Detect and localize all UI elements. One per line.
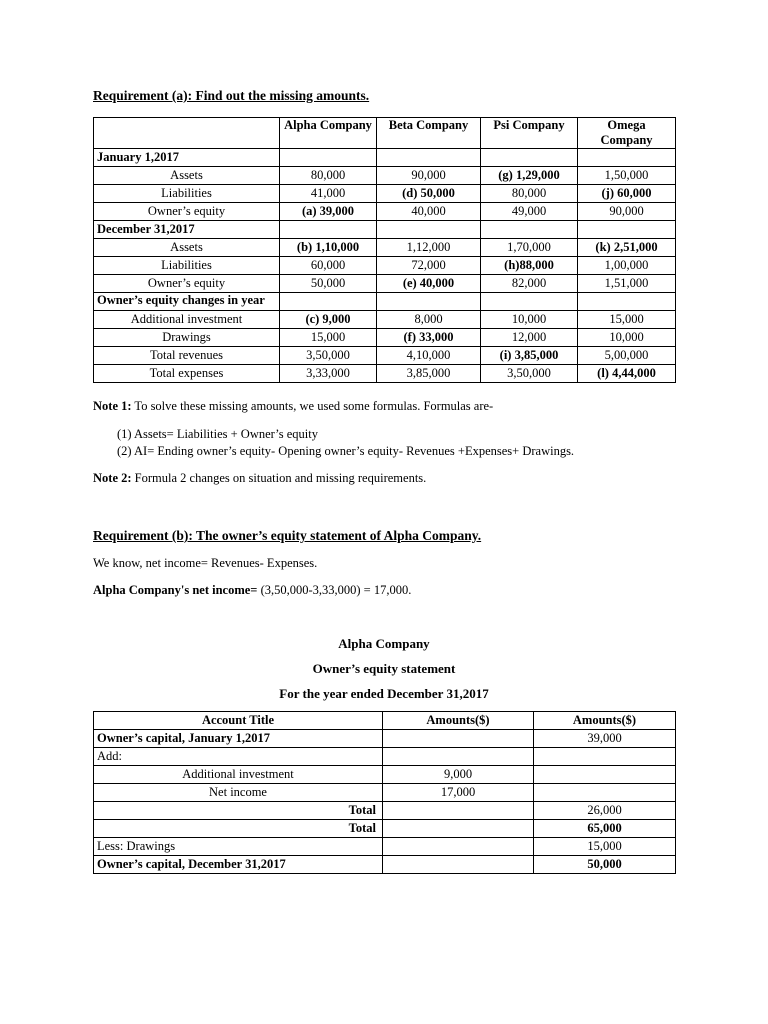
row-label: Owner’s equity	[94, 275, 280, 293]
table-row	[94, 257, 676, 275]
amount-2: 65,000	[534, 820, 676, 838]
table-row	[94, 275, 676, 293]
header-account-title: Account Title	[94, 712, 383, 730]
cell-psi: (h)88,000	[481, 257, 578, 275]
section-january: January 1,2017	[94, 149, 280, 167]
header-alpha: Alpha Company	[280, 118, 377, 149]
note-2-text: Formula 2 changes on situation and missing requirements.	[131, 471, 427, 485]
cell-alpha: 60,000	[280, 257, 377, 275]
owners-equity-statement-table	[93, 711, 676, 874]
table-row	[94, 239, 676, 257]
table-row	[94, 730, 676, 748]
note-1-label: Note 1:	[93, 399, 132, 413]
cell-omega: 5,00,000	[578, 347, 676, 365]
cell-omega: 1,00,000	[578, 257, 676, 275]
amount-1	[383, 856, 534, 874]
table-header-row	[94, 712, 676, 730]
row-label: Total expenses	[94, 365, 280, 383]
amount-2	[534, 748, 676, 766]
section-changes: Owner’s equity changes in year	[94, 293, 280, 311]
cell-beta: (d) 50,000	[377, 185, 481, 203]
section-row	[94, 149, 676, 167]
cell-alpha: (b) 1,10,000	[280, 239, 377, 257]
note-1	[93, 399, 493, 414]
cell-psi: (i) 3,85,000	[481, 347, 578, 365]
amount-1	[383, 802, 534, 820]
account-title: Total	[94, 802, 383, 820]
statement-period: For the year ended December 31,2017	[279, 686, 489, 701]
row-label: Drawings	[94, 329, 280, 347]
account-title: Add:	[94, 748, 383, 766]
formula-item: (1) Assets= Liabilities + Owner’s equity	[117, 427, 318, 441]
account-title: Owner’s capital, January 1,2017	[94, 730, 383, 748]
amount-1	[383, 748, 534, 766]
cell-beta: 90,000	[377, 167, 481, 185]
cell-psi: 1,70,000	[481, 239, 578, 257]
account-title: Owner’s capital, December 31,2017	[94, 856, 383, 874]
net-income-value: (3,50,000-3,33,000) = 17,000.	[257, 583, 412, 597]
table-row	[94, 766, 676, 784]
formula-item: (2) AI= Ending owner’s equity- Opening owner’s equity- Revenues +Expenses+ Drawings.	[117, 444, 575, 458]
cell-beta: 40,000	[377, 203, 481, 221]
account-title: Less: Drawings	[94, 838, 383, 856]
cell-psi: 3,50,000	[481, 365, 578, 383]
cell-psi: 82,000	[481, 275, 578, 293]
table-row	[94, 748, 676, 766]
cell-alpha: 3,50,000	[280, 347, 377, 365]
cell-alpha: 41,000	[280, 185, 377, 203]
cell-psi: 12,000	[481, 329, 578, 347]
row-label: Liabilities	[94, 185, 280, 203]
account-title: Additional investment	[94, 766, 383, 784]
table-row	[94, 347, 676, 365]
cell-beta: 1,12,000	[377, 239, 481, 257]
row-label: Owner’s equity	[94, 203, 280, 221]
row-label: Assets	[94, 167, 280, 185]
table-row	[94, 784, 676, 802]
note-1-text: To solve these missing amounts, we used some formulas. Formulas are-	[131, 399, 494, 413]
header-amounts-1: Amounts($)	[383, 712, 534, 730]
table-header-row	[94, 118, 676, 149]
cell-psi: 49,000	[481, 203, 578, 221]
amount-1	[383, 838, 534, 856]
amount-2: 39,000	[534, 730, 676, 748]
requirement-b-heading: Requirement (b): The owner’s equity statement of Alpha Company.	[93, 528, 482, 543]
row-label: Assets	[94, 239, 280, 257]
cell-omega: 10,000	[578, 329, 676, 347]
table-row	[94, 820, 676, 838]
table-row	[94, 167, 676, 185]
cell-alpha: 15,000	[280, 329, 377, 347]
requirement-a-heading: Requirement (a): Find out the missing amounts.	[93, 88, 370, 103]
cell-alpha: 3,33,000	[280, 365, 377, 383]
table-row	[94, 185, 676, 203]
cell-beta: 4,10,000	[377, 347, 481, 365]
header-psi: Psi Company	[481, 118, 578, 149]
net-income-label: Alpha Company's net income=	[93, 583, 258, 597]
net-income-definition: We know, net income= Revenues- Expenses.	[93, 556, 318, 570]
cell-alpha: (a) 39,000	[280, 203, 377, 221]
cell-omega: 1,51,000	[578, 275, 676, 293]
header-beta: Beta Company	[377, 118, 481, 149]
account-title: Net income	[94, 784, 383, 802]
amount-1	[383, 820, 534, 838]
table-row	[94, 329, 676, 347]
amount-2: 26,000	[534, 802, 676, 820]
section-december: December 31,2017	[94, 221, 280, 239]
cell-beta: (f) 33,000	[377, 329, 481, 347]
net-income-calculation	[93, 583, 411, 598]
table-row	[94, 365, 676, 383]
row-label: Total revenues	[94, 347, 280, 365]
cell-omega: (j) 60,000	[578, 185, 676, 203]
amount-1: 9,000	[383, 766, 534, 784]
table-row	[94, 838, 676, 856]
cell-psi: 10,000	[481, 311, 578, 329]
statement-company: Alpha Company	[338, 636, 430, 651]
row-label: Liabilities	[94, 257, 280, 275]
missing-amounts-table	[93, 117, 676, 383]
cell-omega: 1,50,000	[578, 167, 676, 185]
statement-title: Owner’s equity statement	[312, 661, 456, 676]
section-row	[94, 221, 676, 239]
table-row	[94, 802, 676, 820]
cell-beta: 3,85,000	[377, 365, 481, 383]
cell-omega: 15,000	[578, 311, 676, 329]
cell-psi: (g) 1,29,000	[481, 167, 578, 185]
amount-2	[534, 766, 676, 784]
amount-1	[383, 730, 534, 748]
cell-omega: (l) 4,44,000	[578, 365, 676, 383]
header-blank	[94, 118, 280, 149]
formula-list	[117, 426, 574, 460]
cell-beta: 72,000	[377, 257, 481, 275]
row-label: Additional investment	[94, 311, 280, 329]
cell-omega: (k) 2,51,000	[578, 239, 676, 257]
header-amounts-2: Amounts($)	[534, 712, 676, 730]
section-row	[94, 293, 676, 311]
table-row	[94, 311, 676, 329]
amount-1: 17,000	[383, 784, 534, 802]
cell-omega: 90,000	[578, 203, 676, 221]
amount-2	[534, 784, 676, 802]
header-omega: Omega Company	[578, 118, 676, 149]
cell-alpha: 50,000	[280, 275, 377, 293]
note-2-label: Note 2:	[93, 471, 132, 485]
cell-beta: 8,000	[377, 311, 481, 329]
note-2	[93, 471, 426, 486]
amount-2: 50,000	[534, 856, 676, 874]
cell-alpha: (c) 9,000	[280, 311, 377, 329]
cell-psi: 80,000	[481, 185, 578, 203]
cell-beta: (e) 40,000	[377, 275, 481, 293]
table-row	[94, 203, 676, 221]
table-row	[94, 856, 676, 874]
amount-2: 15,000	[534, 838, 676, 856]
account-title: Total	[94, 820, 383, 838]
cell-alpha: 80,000	[280, 167, 377, 185]
